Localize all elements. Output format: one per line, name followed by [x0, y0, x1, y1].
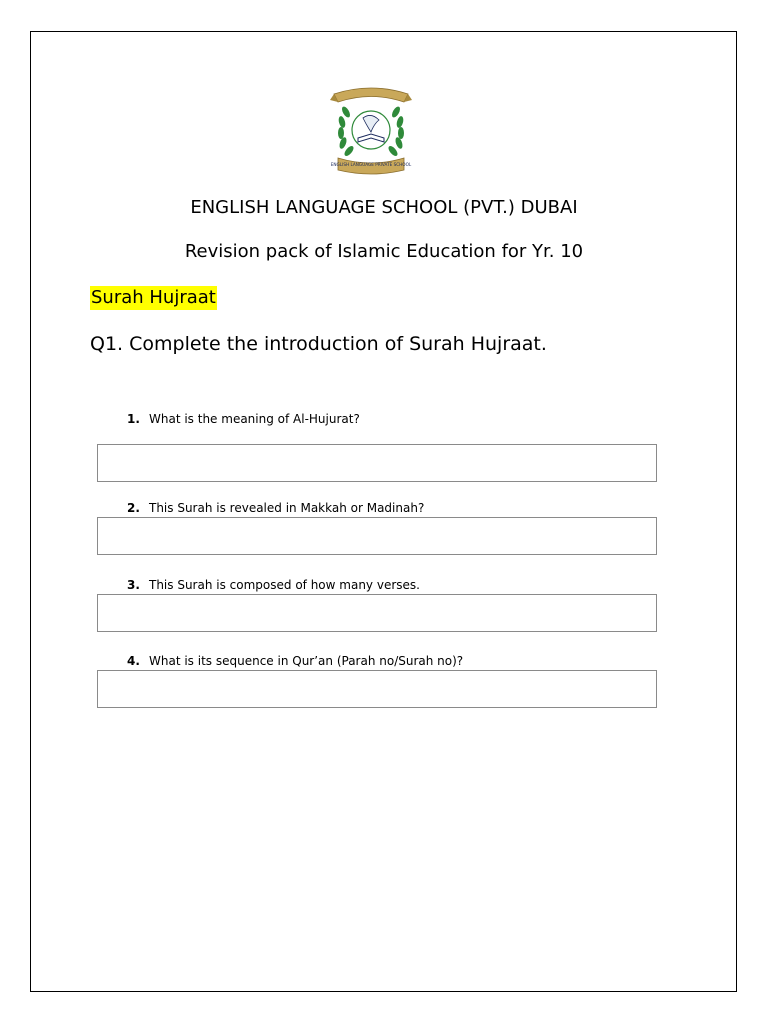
answer-box-4[interactable] — [97, 670, 657, 708]
question-item-3 — [127, 578, 420, 593]
question-number: 4. — [127, 654, 140, 668]
question-item-1 — [127, 412, 360, 427]
question-item-4 — [127, 654, 463, 669]
question-text: This Surah is revealed in Makkah or Madinah? — [149, 501, 425, 515]
answer-box-3[interactable] — [97, 594, 657, 632]
school-logo — [330, 80, 412, 178]
surah-heading: Surah Hujraat — [91, 287, 216, 308]
answer-box-1[interactable] — [97, 444, 657, 482]
logo-top-banner — [334, 88, 408, 102]
pack-title: Revision pack of Islamic Education for Yr. 10 — [184, 241, 584, 262]
question-number: 1. — [127, 412, 140, 426]
svg-text:ENGLISH LANGUAGE PRIVATE SCHOO: ENGLISH LANGUAGE PRIVATE SCHOOL — [330, 162, 412, 167]
answer-box-2[interactable] — [97, 517, 657, 555]
question-text: What is the meaning of Al-Hujurat? — [149, 412, 360, 426]
question-text: This Surah is composed of how many verses. — [149, 578, 420, 592]
question-number: 2. — [127, 501, 140, 515]
question-title: Q1. Complete the introduction of Surah Hujraat. — [90, 333, 547, 355]
school-name: ENGLISH LANGUAGE SCHOOL (PVT.) DUBAI — [190, 197, 578, 218]
question-text: What is its sequence in Qur’an (Parah no/Surah no)? — [149, 654, 464, 668]
question-item-2 — [127, 501, 424, 516]
question-number: 3. — [127, 578, 140, 592]
